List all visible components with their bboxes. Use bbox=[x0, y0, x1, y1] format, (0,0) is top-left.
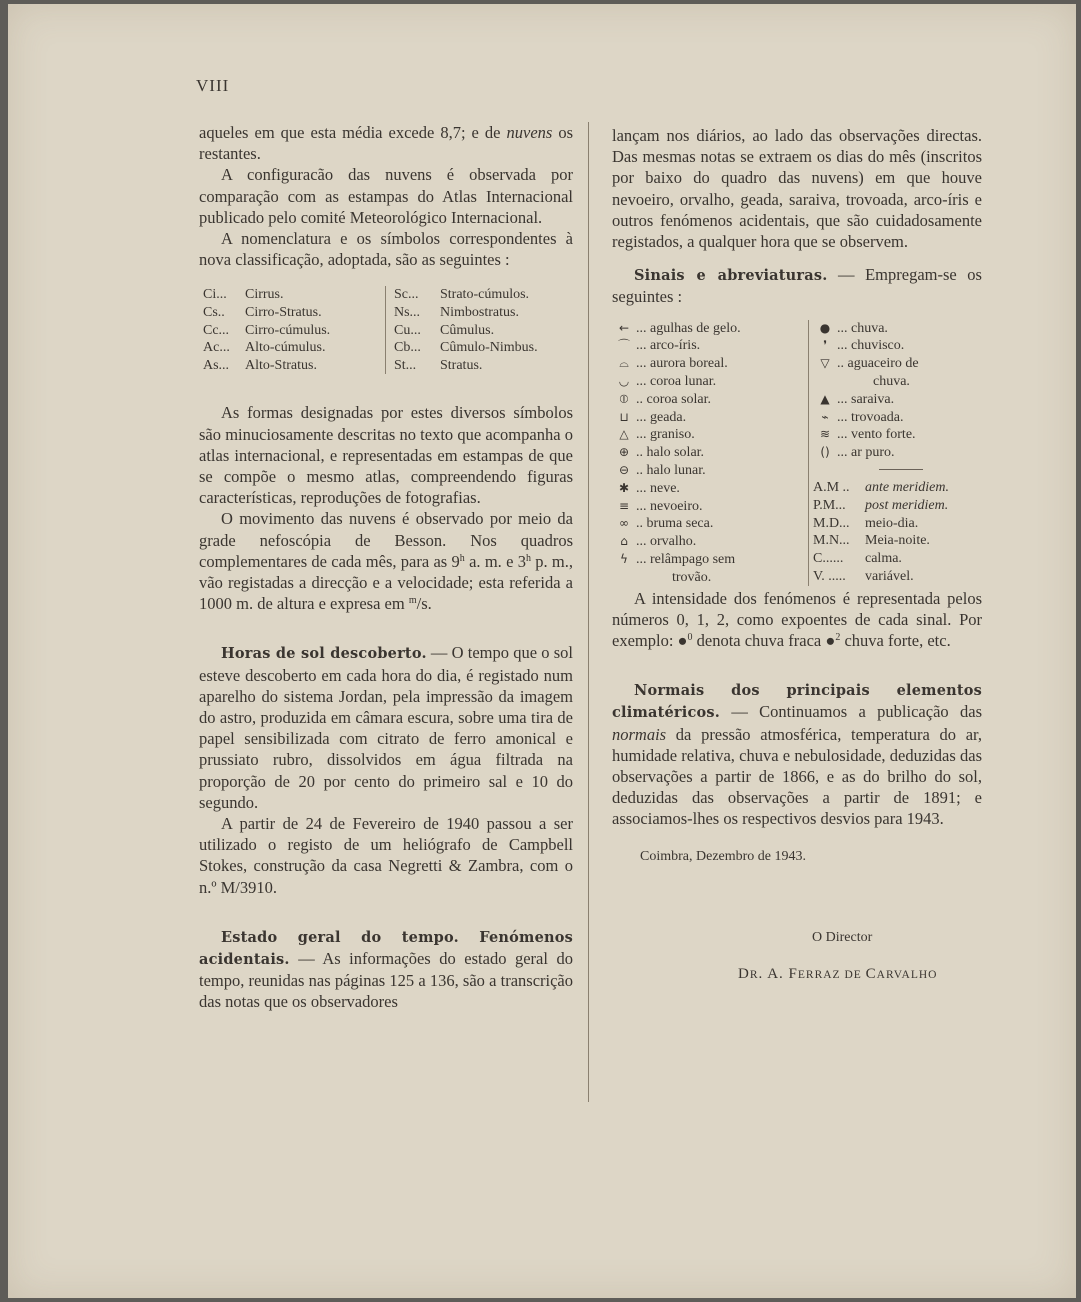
cloud-abbr: Cc... bbox=[203, 322, 230, 338]
paragraph bbox=[612, 264, 982, 307]
sign-label: ... graniso. bbox=[636, 427, 695, 443]
text: — O tempo que o sol esteve descoberto em cada hora do dia, é registado num aparelho do sistema Jordan, pela impressão da imagem do astro, produzida em câmara escura, sobre uma tira de papel sensibilizada com citrato de ferro amonical e prussiato rubro, dissolvidos em água filtrada na proporção de 20 por cento do primeiro sal e 10 do segundo. bbox=[199, 643, 573, 812]
cloud-table bbox=[203, 286, 538, 374]
signs-table bbox=[612, 320, 982, 588]
paragraph bbox=[612, 679, 982, 829]
director-title: O Director bbox=[812, 929, 873, 945]
sign-label: ... trovoada. bbox=[837, 409, 904, 425]
abbrev-row bbox=[813, 532, 983, 550]
paragraph bbox=[199, 122, 573, 164]
text: A intensidade dos fenómenos é representada pelos números 0, 1, 2, como expoentes de cada sinal. Por exemplo: ● bbox=[612, 588, 982, 651]
place-date: Coimbra, Dezembro de 1943. bbox=[640, 848, 807, 864]
section-heading: Estado geral do tempo. Fenómenos acidentais. bbox=[199, 928, 573, 969]
text: . A. bbox=[758, 966, 789, 983]
text: ERRAZ DE bbox=[797, 969, 866, 982]
weather-symbol-icon: ▽ bbox=[820, 356, 830, 371]
italic-text: nuvens bbox=[506, 123, 553, 142]
sign-label: ... vento forte. bbox=[837, 427, 916, 443]
cloud-row bbox=[203, 339, 538, 357]
abbrev-row bbox=[813, 497, 983, 515]
sign-row bbox=[813, 444, 983, 462]
text: aqueles em que esta média excede 8,7; e de bbox=[199, 123, 501, 142]
sign-row bbox=[612, 462, 796, 480]
weather-symbol-icon: ● bbox=[819, 320, 831, 335]
weather-symbol-icon: △ bbox=[619, 427, 629, 442]
weather-symbol-icon: ⌂ bbox=[620, 534, 628, 549]
sign-label: ... agulhas de gelo. bbox=[636, 320, 741, 336]
sign-label: ... relâmpago sem bbox=[636, 551, 736, 567]
cloud-name: Alto-cúmulus. bbox=[245, 340, 326, 356]
text: — As informações do estado geral do tempo, reunidas nas páginas 125 a 136, são a transcrição das notas que os observadores bbox=[199, 949, 573, 1012]
paragraph: A partir de 24 de Fevereiro de 1940 passou a ser utilizado o registo de um heliógrafo de Campbell Stokes, construção da casa Negretti & Zambra, com o n.º M/3910. bbox=[199, 814, 573, 897]
text: O movimento das nuvens é observado por meio da grade nefoscópia de Besson. Nos quadros complementares de cada mês, para as 9 bbox=[199, 509, 573, 571]
column-divider bbox=[588, 122, 589, 1102]
cloud-name: Strato-cúmulos. bbox=[440, 287, 530, 303]
text: p. m., vão registadas a direcção e a velocidade; esta referida a 1000 m. de altura e expresa em bbox=[199, 551, 574, 614]
sign-label: ... arco-íris. bbox=[636, 338, 701, 354]
abbrev: M.D... bbox=[813, 515, 850, 531]
sign-label: ... neve. bbox=[636, 480, 680, 496]
sign-row bbox=[612, 355, 796, 373]
paragraph bbox=[199, 642, 573, 813]
cloud-abbr: St... bbox=[386, 357, 441, 375]
weather-symbol-icon bbox=[612, 569, 636, 587]
weather-symbol-icon: ← bbox=[618, 320, 630, 335]
section-heading: Horas de sol descoberto. bbox=[221, 645, 427, 663]
abbrev-label: ante meridiem. bbox=[865, 480, 949, 495]
weather-symbol-icon: ⦶ bbox=[619, 391, 629, 406]
sign-row bbox=[612, 533, 796, 551]
paragraph: lançam nos diários, ao lado das observações directas. Das mesmas notas se extraem os dias do mês (inscritos por baixo do quadro das nuvens) em que houve nevoeiro, orvalho, geada, saraiva, trovoada, arco-íris e outros fenómenos acidentais, que são cuidadosamente registados, a qualquer hora que se observem. bbox=[612, 126, 982, 252]
sign-label: trovão. bbox=[672, 569, 712, 585]
sign-row bbox=[813, 320, 983, 338]
abbrev-label: post meridiem. bbox=[865, 497, 949, 513]
sign-label: ... chuva. bbox=[837, 320, 888, 336]
weather-symbol-icon: ϟ bbox=[620, 551, 628, 566]
cloud-abbr: Cu... bbox=[386, 322, 441, 340]
text: chuva forte, etc. bbox=[840, 631, 951, 651]
abbrev-row bbox=[813, 479, 983, 497]
sign-row bbox=[813, 409, 983, 427]
paragraph: A nomenclatura e os símbolos correspondentes à nova classificação, adoptada, são as seguintes : bbox=[199, 229, 573, 270]
text: R bbox=[749, 969, 759, 982]
text: ARVALHO bbox=[876, 969, 938, 982]
superscript: 2 bbox=[835, 632, 841, 644]
signs-left bbox=[612, 320, 796, 587]
text: D bbox=[738, 966, 750, 983]
sign-row bbox=[612, 515, 796, 533]
abbrev-row bbox=[813, 550, 983, 568]
sign-label: .. coroa solar. bbox=[636, 391, 712, 407]
superscript: 0 bbox=[687, 632, 693, 644]
sign-row bbox=[813, 373, 983, 391]
weather-symbol-icon: ✱ bbox=[618, 480, 630, 495]
text: /s. bbox=[416, 594, 432, 614]
sign-row bbox=[612, 444, 796, 462]
weather-symbol-icon: ⌓ bbox=[619, 356, 629, 371]
weather-symbol-icon: ◡ bbox=[618, 374, 630, 389]
weather-symbol-icon bbox=[813, 373, 837, 391]
text: a. m. e 3 bbox=[464, 551, 526, 571]
weather-symbol-icon: ▲ bbox=[820, 391, 830, 406]
cloud-abbr: Ns... bbox=[386, 304, 441, 322]
sign-row bbox=[612, 391, 796, 409]
section-heading: Normais dos principais elementos climatéricos. bbox=[612, 682, 982, 722]
abbrev-row bbox=[813, 515, 983, 533]
weather-symbol-icon: ⌁ bbox=[821, 409, 829, 424]
page-number: VIII bbox=[196, 76, 230, 95]
sign-label: ... ar puro. bbox=[837, 445, 895, 461]
cloud-row bbox=[203, 304, 538, 322]
sign-row bbox=[612, 480, 796, 498]
sign-row bbox=[612, 569, 796, 587]
paragraph: A configuracão das nuvens é observada por comparação com as estampas do Atlas Internacional publicado pelo comité Meteorológico Internacional. bbox=[199, 165, 573, 227]
text: denota chuva fraca ● bbox=[692, 631, 836, 651]
cloud-name: Cirro-cúmulus. bbox=[245, 322, 331, 338]
italic-text: normais bbox=[612, 724, 667, 744]
cloud-name: Cirrus. bbox=[245, 287, 284, 303]
cloud-name: Cirro-Stratus. bbox=[245, 305, 322, 321]
signs-right bbox=[808, 320, 983, 586]
abbrev: A.M .. bbox=[813, 480, 850, 495]
weather-symbol-icon: ⊕ bbox=[618, 445, 630, 460]
sign-row bbox=[612, 551, 796, 569]
sign-row bbox=[813, 337, 983, 355]
weather-symbol-icon: ∞ bbox=[619, 516, 629, 531]
page bbox=[8, 4, 1076, 1298]
sign-row bbox=[612, 337, 796, 355]
section-heading: Sinais e abreviaturas. bbox=[634, 267, 828, 285]
cloud-name: Nimbostratus. bbox=[440, 305, 519, 321]
sign-row bbox=[612, 320, 796, 338]
cloud-name: Stratus. bbox=[440, 357, 483, 373]
text: os restantes. bbox=[199, 123, 574, 164]
abbrev: C...... bbox=[813, 551, 844, 567]
sign-label: .. halo solar. bbox=[636, 445, 705, 461]
sign-label: ... nevoeiro. bbox=[636, 498, 703, 514]
cloud-row bbox=[203, 357, 538, 375]
sign-row bbox=[612, 498, 796, 516]
paragraph bbox=[612, 588, 982, 652]
weather-symbol-icon: () bbox=[820, 445, 830, 460]
cloud-abbr: Cb... bbox=[386, 339, 441, 357]
paragraph: As formas designadas por estes diversos símbolos são minuciosamente descritas no texto que acompanha o atlas internacional, e representadas em estampas de que se compõe o mesmo atlas, compreendendo figuras características, reproduções de fotografias. bbox=[199, 403, 573, 508]
text: F bbox=[788, 966, 798, 983]
paragraph bbox=[199, 926, 573, 1013]
abbrev-label: meio-dia. bbox=[865, 515, 919, 531]
cloud-abbr: As... bbox=[203, 357, 230, 373]
abbrev-label: calma. bbox=[865, 551, 902, 567]
cloud-abbr: Sc... bbox=[386, 286, 441, 304]
cloud-abbr: Ac... bbox=[203, 340, 230, 356]
superscript: h bbox=[525, 552, 531, 564]
weather-symbol-icon: ⌒ bbox=[617, 338, 630, 353]
abbrev-label: variável. bbox=[865, 568, 914, 584]
sign-label: ... saraiva. bbox=[837, 391, 895, 407]
sign-label: ... orvalho. bbox=[636, 534, 697, 550]
text: — Continuamos a publicação das bbox=[719, 702, 982, 722]
cloud-name: Alto-Stratus. bbox=[245, 357, 317, 373]
director-signature bbox=[738, 964, 982, 986]
superscript: h bbox=[459, 552, 465, 564]
superscript: m bbox=[408, 595, 417, 607]
cloud-abbr: Ci... bbox=[203, 287, 227, 303]
cloud-row bbox=[203, 286, 538, 304]
sign-label: ... geada. bbox=[636, 409, 687, 425]
paragraph bbox=[199, 508, 573, 614]
cloud-row bbox=[203, 322, 538, 340]
sign-label: .. bruma seca. bbox=[636, 516, 714, 532]
abbrev: M.N... bbox=[813, 533, 850, 549]
sign-label: chuva. bbox=[873, 374, 910, 390]
abbrev-row bbox=[813, 568, 983, 586]
abbrev: P.M... bbox=[813, 497, 846, 513]
abbrev: V. ..... bbox=[813, 568, 846, 584]
weather-symbol-icon: ⊔ bbox=[619, 409, 629, 424]
weather-symbol-icon: ≡ bbox=[618, 498, 630, 513]
weather-symbol-icon: ≋ bbox=[819, 427, 831, 442]
text: — Empregam-se os seguintes : bbox=[612, 265, 982, 307]
right-column bbox=[612, 125, 982, 986]
abbrev-label: Meia-noite. bbox=[865, 533, 930, 549]
text: C bbox=[865, 966, 877, 983]
left-column bbox=[199, 122, 573, 1013]
cloud-name: Cûmulus. bbox=[440, 322, 495, 338]
sign-label: ... coroa lunar. bbox=[636, 374, 717, 390]
text: da pressão atmosférica, temperatura do ar, humidade relativa, chuva e nebulosidade, deduzidas das observações a partir de 1866, e as do brilho do sol, deduzidas das observações a partir de 1891; e associamos-lhes os respectivos desvios para 1943. bbox=[612, 724, 982, 829]
weather-symbol-icon: ⊖ bbox=[618, 463, 630, 477]
sign-row bbox=[612, 426, 796, 444]
weather-symbol-icon: ❜ bbox=[823, 338, 827, 353]
sign-label: ... chuvisco. bbox=[837, 338, 905, 354]
sign-row bbox=[813, 426, 983, 444]
sign-label: ... aurora boreal. bbox=[636, 356, 728, 372]
sign-row bbox=[612, 409, 796, 427]
divider bbox=[879, 469, 923, 470]
sign-row bbox=[813, 355, 983, 373]
cloud-name: Cûmulo-Nimbus. bbox=[440, 340, 538, 356]
sign-label: .. halo lunar. bbox=[636, 463, 706, 478]
sign-row bbox=[813, 391, 983, 409]
sign-row bbox=[612, 373, 796, 391]
sign-label: .. aguaceiro de bbox=[837, 356, 919, 372]
cloud-abbr: Cs.. bbox=[203, 305, 225, 321]
